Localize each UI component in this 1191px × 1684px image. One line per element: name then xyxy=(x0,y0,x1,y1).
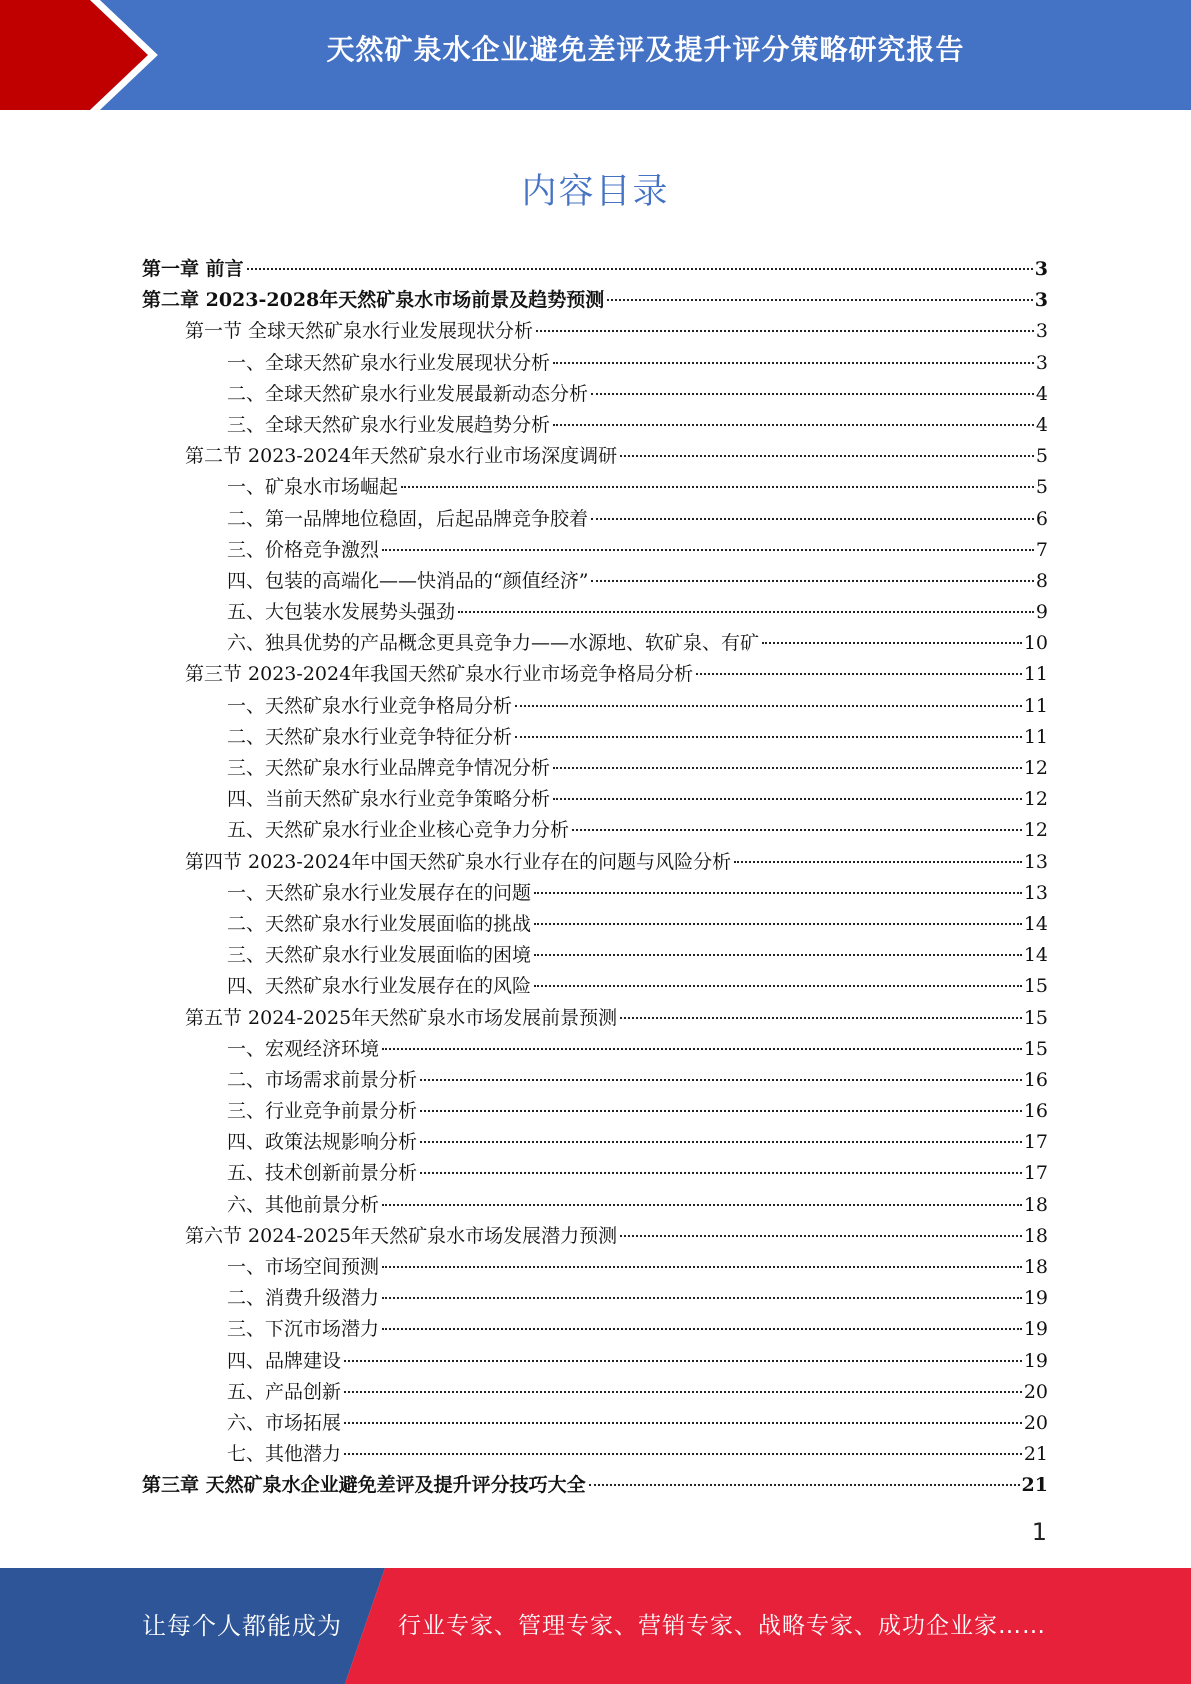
toc-entry[interactable] xyxy=(142,316,1048,347)
toc-entry-title: 二、消费升级潜力 xyxy=(227,1287,380,1310)
toc-dot-leader xyxy=(534,985,1022,987)
toc-entry-title: 五、技术创新前景分析 xyxy=(227,1162,418,1185)
toc-entry-title: 二、第一品牌地位稳固，后起品牌竞争胶着 xyxy=(227,507,589,530)
toc-entry-page: 6 xyxy=(1035,507,1048,530)
toc-entry-page: 3 xyxy=(1034,258,1048,280)
toc-entry-page: 5 xyxy=(1035,445,1048,468)
toc-dot-leader xyxy=(620,1235,1022,1237)
footer-slogan-left: 让每个人都能成为 xyxy=(142,1612,342,1640)
toc-entry-title: 一、矿泉水市场崛起 xyxy=(227,476,399,499)
toc-entry-page: 21 xyxy=(1023,1443,1048,1466)
toc-entry-title: 第五节 2024-2025年天然矿泉水市场发展前景预测 xyxy=(185,1006,618,1029)
toc-entry-title: 六、市场拓展 xyxy=(227,1411,342,1434)
toc-dot-leader xyxy=(553,767,1022,769)
toc-entry[interactable] xyxy=(142,691,1048,722)
toc-dot-leader xyxy=(344,1360,1022,1362)
toc-entry[interactable] xyxy=(142,815,1048,846)
toc-dot-leader xyxy=(696,673,1022,675)
toc-entry-page: 11 xyxy=(1023,694,1048,717)
toc-entry-title: 四、包装的高端化——快消品的“颜值经济” xyxy=(227,569,589,592)
toc-entry[interactable] xyxy=(142,659,1048,690)
toc-entry-title: 二、全球天然矿泉水行业发展最新动态分析 xyxy=(227,382,589,405)
footer-slogan-right: 行业专家、管理专家、营销专家、战略专家、成功企业家…… xyxy=(398,1613,1046,1639)
toc-entry-page: 15 xyxy=(1023,975,1048,998)
toc-dot-leader xyxy=(382,549,1034,551)
toc-entry[interactable] xyxy=(142,909,1048,940)
toc-dot-leader xyxy=(572,829,1022,831)
toc-entry[interactable] xyxy=(142,410,1048,441)
toc-dot-leader xyxy=(553,362,1034,364)
toc-entry-title: 三、价格竞争激烈 xyxy=(227,538,380,561)
toc-entry-title: 二、天然矿泉水行业发展面临的挑战 xyxy=(227,912,532,935)
toc-entry-title: 第二节 2023-2024年天然矿泉水行业市场深度调研 xyxy=(185,445,618,468)
toc-entry-title: 六、独具优势的产品概念更具竞争力——水源地、软矿泉、有矿 xyxy=(227,632,760,655)
toc-entry-page: 21 xyxy=(1021,1474,1048,1497)
header-banner xyxy=(0,0,1191,110)
toc-entry[interactable] xyxy=(142,722,1048,753)
toc-dot-leader xyxy=(458,611,1034,613)
toc-dot-leader xyxy=(382,1297,1022,1299)
toc-entry[interactable] xyxy=(142,628,1048,659)
toc-dot-leader xyxy=(534,954,1022,956)
toc-entry-page: 5 xyxy=(1035,476,1048,499)
toc-dot-leader xyxy=(553,798,1022,800)
toc-entry-page: 19 xyxy=(1023,1318,1048,1341)
toc-entry-title: 一、宏观经济环境 xyxy=(227,1037,380,1060)
toc-entry[interactable] xyxy=(142,504,1048,535)
toc-entry[interactable] xyxy=(142,1408,1048,1439)
toc-dot-leader xyxy=(344,1391,1022,1393)
toc-entry-page: 9 xyxy=(1035,601,1048,624)
toc-entry[interactable] xyxy=(142,1034,1048,1065)
toc-entry[interactable] xyxy=(142,784,1048,815)
toc-dot-leader xyxy=(382,1266,1022,1268)
toc-dot-leader xyxy=(382,1048,1022,1050)
toc-entry[interactable] xyxy=(142,379,1048,410)
toc-entry[interactable] xyxy=(142,1377,1048,1408)
toc-entry-title: 三、下沉市场潜力 xyxy=(227,1318,380,1341)
toc-entry[interactable] xyxy=(142,1065,1048,1096)
toc-entry-page: 17 xyxy=(1023,1162,1048,1185)
toc-entry-page: 11 xyxy=(1023,663,1048,686)
toc-entry-page: 12 xyxy=(1023,788,1048,811)
footer-banner xyxy=(0,1568,1191,1684)
toc-entry-page: 14 xyxy=(1023,912,1048,935)
toc-entry[interactable] xyxy=(142,285,1048,316)
toc-entry-page: 15 xyxy=(1023,1006,1048,1029)
toc-dot-leader xyxy=(536,330,1034,332)
toc-entry-title: 三、天然矿泉水行业品牌竞争情况分析 xyxy=(227,757,551,779)
toc-entry[interactable] xyxy=(142,1127,1048,1158)
toc-entry[interactable] xyxy=(142,1158,1048,1189)
toc-entry-title: 一、市场空间预测 xyxy=(227,1256,380,1278)
toc-entry-page: 19 xyxy=(1023,1287,1048,1310)
toc-entry-title: 一、全球天然矿泉水行业发展现状分析 xyxy=(227,351,551,374)
toc-dot-leader xyxy=(382,1204,1022,1206)
toc-entry-page: 7 xyxy=(1035,538,1048,561)
toc-entry-title: 四、当前天然矿泉水行业竞争策略分析 xyxy=(227,788,551,811)
toc-entry-title: 四、品牌建设 xyxy=(227,1349,342,1372)
toc-heading: 内容目录 xyxy=(521,172,670,212)
toc-entry-page: 20 xyxy=(1023,1411,1048,1434)
toc-entry-page: 16 xyxy=(1023,1068,1048,1091)
toc-dot-leader xyxy=(515,736,1022,738)
toc-dot-leader xyxy=(534,892,1022,894)
toc-entry-title: 四、政策法规影响分析 xyxy=(227,1131,418,1154)
toc-dot-leader xyxy=(591,393,1034,395)
toc-dot-leader xyxy=(607,299,1033,301)
toc-entry-page: 16 xyxy=(1023,1100,1048,1123)
toc-entry[interactable] xyxy=(142,847,1048,878)
toc-entry-title: 五、产品创新 xyxy=(227,1380,342,1403)
toc-dot-leader xyxy=(591,580,1033,582)
toc-entry[interactable] xyxy=(142,1221,1048,1252)
toc-dot-leader xyxy=(620,455,1034,457)
toc-dot-leader xyxy=(534,923,1022,925)
toc-entry[interactable] xyxy=(142,1096,1048,1127)
toc-entry-page: 8 xyxy=(1035,569,1048,592)
toc-entry-page: 13 xyxy=(1023,850,1048,873)
toc-entry-title: 第四节 2023-2024年中国天然矿泉水行业存在的问题与风险分析 xyxy=(185,850,732,873)
toc-entry[interactable] xyxy=(142,348,1048,379)
toc-entry-title: 一、天然矿泉水行业竞争格局分析 xyxy=(227,694,513,717)
toc-entry-page: 14 xyxy=(1023,944,1048,967)
toc-entry[interactable] xyxy=(142,940,1048,971)
toc-entry-page: 12 xyxy=(1023,819,1048,842)
toc-entry[interactable] xyxy=(142,472,1048,503)
toc-entry-page: 13 xyxy=(1023,881,1048,904)
toc-entry[interactable] xyxy=(142,1470,1048,1501)
toc-entry[interactable] xyxy=(142,1314,1048,1345)
toc-entry[interactable] xyxy=(142,1283,1048,1314)
toc-entry-page: 19 xyxy=(1023,1349,1048,1372)
toc-dot-leader xyxy=(553,424,1034,426)
toc-entry-title: 第三节 2023-2024年我国天然矿泉水行业市场竞争格局分析 xyxy=(185,663,694,686)
toc-entry[interactable] xyxy=(142,753,1048,784)
toc-entry-page: 20 xyxy=(1023,1380,1048,1403)
toc-dot-leader xyxy=(420,1141,1022,1143)
toc-entry[interactable] xyxy=(142,1003,1048,1034)
toc-entry[interactable] xyxy=(142,566,1048,597)
toc-dot-leader xyxy=(734,861,1022,863)
toc-dot-leader xyxy=(420,1172,1022,1174)
toc-dot-leader xyxy=(762,642,1022,644)
toc-entry[interactable] xyxy=(142,971,1048,1002)
toc-entry-title: 第六节 2024-2025年天然矿泉水市场发展潜力预测 xyxy=(185,1224,618,1247)
toc-entry-title: 二、市场需求前景分析 xyxy=(227,1068,418,1091)
toc-entry-page: 3 xyxy=(1035,351,1048,374)
toc-entry-page: 3 xyxy=(1035,320,1048,343)
toc-entry[interactable] xyxy=(142,1252,1048,1283)
toc-entry-page: 18 xyxy=(1023,1224,1048,1247)
toc-entry-title: 五、天然矿泉水行业企业核心竞争力分析 xyxy=(227,819,570,842)
toc-entry-title: 五、大包装水发展势头强劲 xyxy=(227,601,456,624)
toc-entry[interactable] xyxy=(142,254,1048,285)
toc-entry[interactable] xyxy=(142,441,1048,472)
toc-entry-page: 17 xyxy=(1023,1131,1048,1154)
toc-entry-title: 第二章 2023-2028年天然矿泉水市场前景及趋势预测 xyxy=(142,289,605,312)
toc-dot-leader xyxy=(515,705,1022,707)
toc-entry[interactable] xyxy=(142,878,1048,909)
toc-entry-page: 12 xyxy=(1023,757,1048,779)
toc-entry-title: 第三章 天然矿泉水企业避免差评及提升评分技巧大全 xyxy=(142,1474,586,1497)
toc-entry-title: 三、行业竞争前景分析 xyxy=(227,1100,418,1123)
toc-entry[interactable] xyxy=(142,597,1048,628)
toc-entry-page: 3 xyxy=(1034,289,1048,312)
toc-entry-title: 第一节 全球天然矿泉水行业发展现状分析 xyxy=(185,320,534,343)
toc-entry-title: 二、天然矿泉水行业竞争特征分析 xyxy=(227,725,513,748)
page-number: 1 xyxy=(1031,1518,1047,1546)
toc-dot-leader xyxy=(344,1453,1022,1455)
toc-entry-page: 10 xyxy=(1023,632,1048,655)
toc-entry-page: 18 xyxy=(1023,1193,1048,1216)
toc-entry-title: 七、其他潜力 xyxy=(227,1443,342,1466)
toc-dot-leader xyxy=(591,518,1034,520)
toc-entry-title: 三、全球天然矿泉水行业发展趋势分析 xyxy=(227,413,551,436)
toc-dot-leader xyxy=(420,1079,1022,1081)
toc-entry-title: 第一章 前言 xyxy=(142,258,244,280)
toc-entry-title: 三、天然矿泉水行业发展面临的困境 xyxy=(227,944,532,967)
toc-entry-title: 四、天然矿泉水行业发展存在的风险 xyxy=(227,975,532,998)
toc-entry[interactable] xyxy=(142,1346,1048,1377)
report-title: 天然矿泉水企业避免差评及提升评分策略研究报告 xyxy=(326,33,965,66)
header-arrow-decoration xyxy=(0,0,160,110)
toc-entry[interactable] xyxy=(142,1439,1048,1470)
toc-entry-page: 15 xyxy=(1023,1037,1048,1060)
toc-dot-leader xyxy=(382,1328,1022,1330)
toc-entry-title: 一、天然矿泉水行业发展存在的问题 xyxy=(227,881,532,904)
toc-dot-leader xyxy=(401,486,1034,488)
toc-dot-leader xyxy=(247,268,1033,270)
toc-entry-title: 六、其他前景分析 xyxy=(227,1193,380,1216)
toc-entry-page: 4 xyxy=(1035,382,1048,405)
toc-dot-leader xyxy=(420,1110,1022,1112)
toc-dot-leader xyxy=(620,1017,1022,1019)
toc-dot-leader xyxy=(344,1422,1022,1424)
toc-dot-leader xyxy=(589,1484,1020,1486)
toc-entry-page: 4 xyxy=(1035,413,1048,436)
table-of-contents xyxy=(142,254,1048,1502)
toc-entry-page: 11 xyxy=(1023,725,1048,748)
toc-entry[interactable] xyxy=(142,1190,1048,1221)
toc-entry[interactable] xyxy=(142,535,1048,566)
toc-entry-page: 18 xyxy=(1023,1256,1048,1278)
